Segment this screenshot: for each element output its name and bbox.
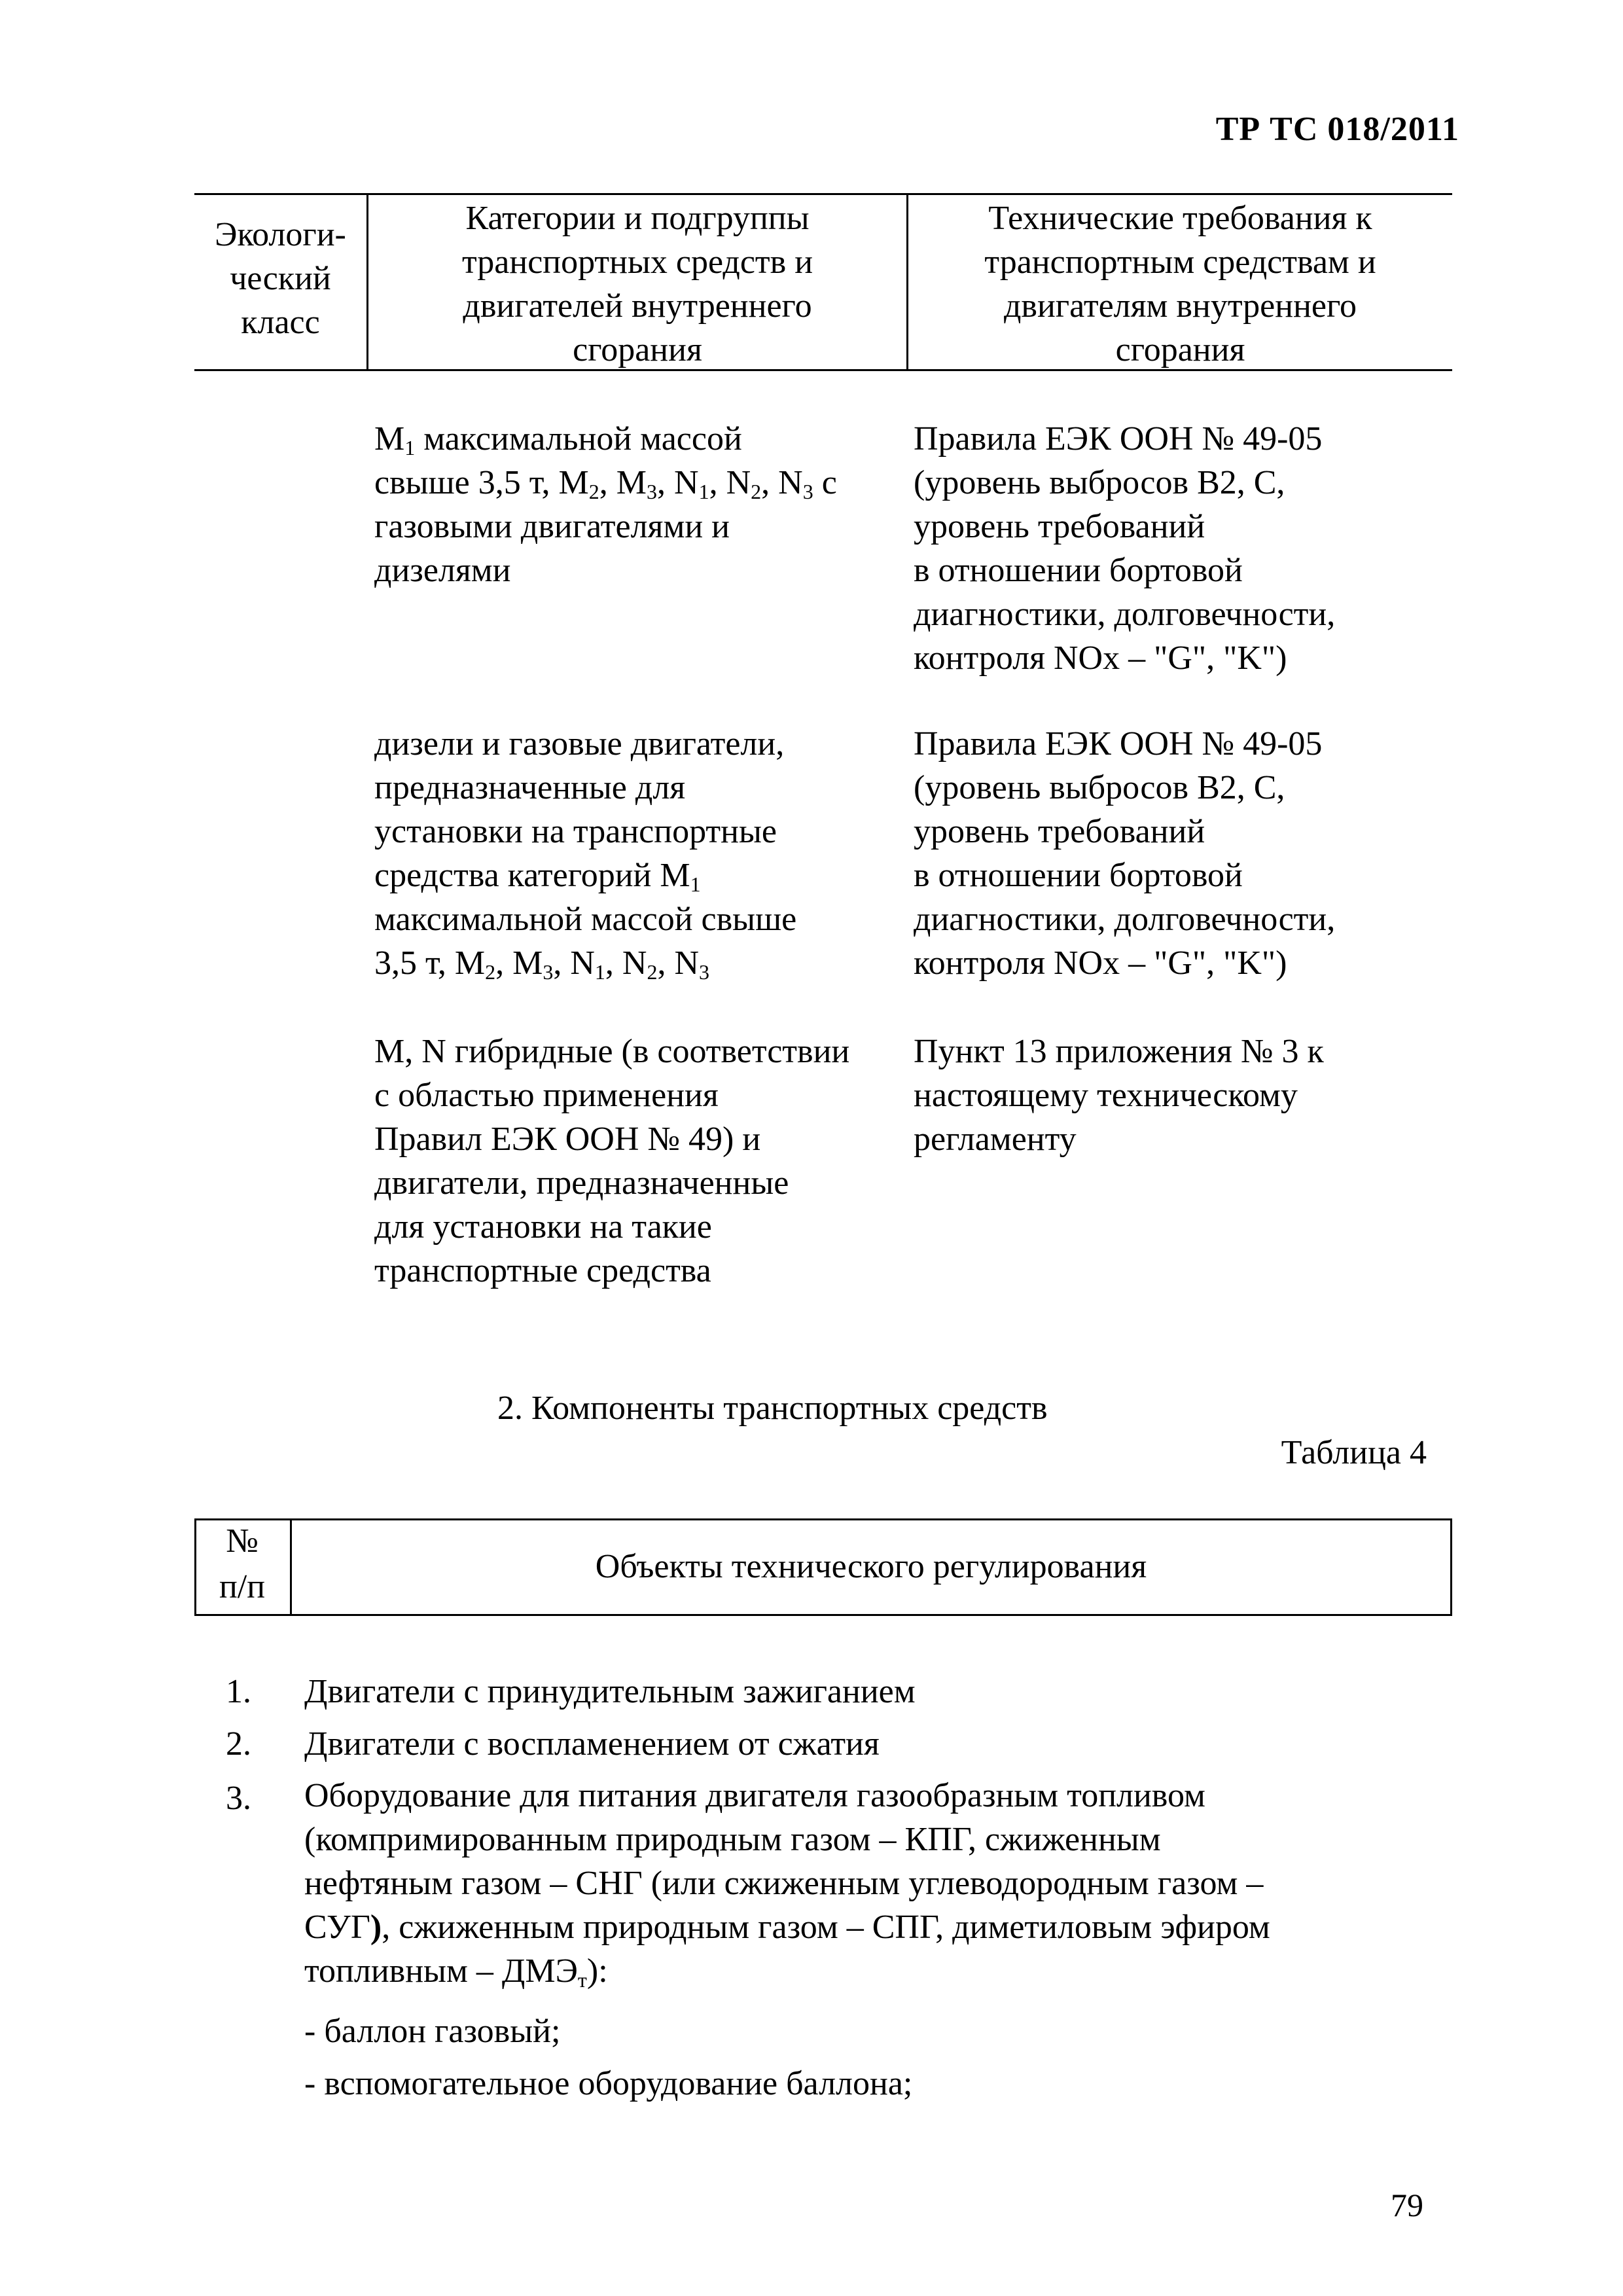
table3-top-border [194, 193, 1452, 195]
bold-parenthesis: ) [370, 1909, 382, 1946]
text-run: максимальной массой свыше 3,5 т, M [374, 420, 742, 501]
text-run: , N [657, 944, 699, 982]
subscript: 2 [588, 480, 599, 503]
text-run: максимальной массой свыше 3,5 т, M [374, 901, 797, 982]
table3-row-2-category [374, 722, 904, 985]
table4-header-objects: Объекты технического регулирования [595, 1548, 1147, 1585]
text-run: , M [599, 464, 647, 501]
list-item-2-text: Двигатели с воспламенением от сжатия [304, 1725, 880, 1763]
subscript: 1 [698, 480, 709, 503]
table4-top-border [194, 1518, 1452, 1520]
list-item-3-number: 3. [226, 1780, 251, 1817]
subscript: 1 [690, 872, 701, 896]
subscript: т [577, 1968, 587, 1992]
table3-header-categories: Категории и подгруппы транспортных средств и двигателей внутреннего сгорания [461, 200, 813, 368]
table-label: Таблица 4 [1281, 1434, 1427, 1471]
subscript: 2 [647, 960, 658, 984]
text-run: , N [657, 464, 699, 501]
text-run: с газовыми двигателями и дизелями [374, 464, 837, 589]
text-run: ): [586, 1952, 608, 1990]
text-run: M, N гибридные (в соответствии с областью применения Правил ЕЭК ООН № 49) и двигатели, предназначенные для установки на такие транспортные средства [374, 1033, 850, 1289]
text-run: , сжиженным природным газом – СПГ, диметиловым эфиром топливным – ДМЭ [304, 1909, 1270, 1990]
text-run: , N [761, 464, 803, 501]
document-code: ТР ТС 018/2011 [1215, 111, 1459, 148]
table3-header-requirements: Технические требования к транспортным средствам и двигателям внутреннего сгорания [984, 200, 1376, 368]
table3-row-1-requirements: Правила ЕЭК ООН № 49-05 (уровень выбросов В2, С, уровень требований в отношении бортовой диагностики, долговечности, контроля NOx – "G", "K") [914, 420, 1336, 677]
subscript: 3 [699, 960, 709, 984]
subscript: 2 [485, 960, 496, 984]
sub-item-gas-cylinder: - баллон газовый; [304, 2013, 561, 2050]
text-run: M [374, 420, 405, 457]
list-item-3-text [304, 1774, 1456, 1993]
section-title: 2. Компоненты транспортных средств [497, 1390, 1048, 1427]
table3-header-eco-class: Экологи- ческий класс [215, 216, 346, 341]
table3-row-1-category [374, 417, 904, 592]
table4-bottom-border [194, 1614, 1452, 1616]
list-item-2-number: 2. [226, 1725, 251, 1763]
subscript: 2 [751, 480, 762, 503]
sub-item-cylinder-auxiliary: - вспомогательное оборудование баллона; [304, 2065, 913, 2102]
text-run: , N [709, 464, 751, 501]
subscript: 1 [404, 436, 416, 459]
text-run: Оборудование для питания двигателя газообразным топливом (компримированным природным газом – КПГ, сжиженным нефтяным газом – СНГ (или сжиженным углеводородным газом – СУГ [304, 1777, 1264, 1946]
table3-row-2-requirements: Правила ЕЭК ООН № 49-05 (уровень выбросов В2, С, уровень требований в отношении бортовой диагностики, долговечности, контроля NOx – "G", "K") [914, 725, 1336, 982]
text-run: дизели и газовые двигатели, предназначенные для установки на транспортные средства категорий M [374, 725, 785, 894]
page-number: 79 [1391, 2187, 1423, 2223]
subscript: 1 [594, 960, 605, 984]
text-run: , N [553, 944, 595, 982]
subscript: 3 [543, 960, 554, 984]
list-item-1-text: Двигатели с принудительным зажиганием [304, 1673, 916, 1710]
table4-right-border [1450, 1518, 1452, 1616]
subscript: 3 [802, 480, 813, 503]
text-run: , N [605, 944, 647, 982]
table4-header-num: № п/п [219, 1522, 266, 1605]
table3-row-3-category [374, 1030, 911, 1293]
table3-row-3-requirements: Пункт 13 приложения № 3 к настоящему техническому регламенту [914, 1033, 1324, 1158]
subscript: 3 [647, 480, 657, 503]
text-run: , M [495, 944, 543, 982]
list-item-1-number: 1. [226, 1673, 251, 1710]
